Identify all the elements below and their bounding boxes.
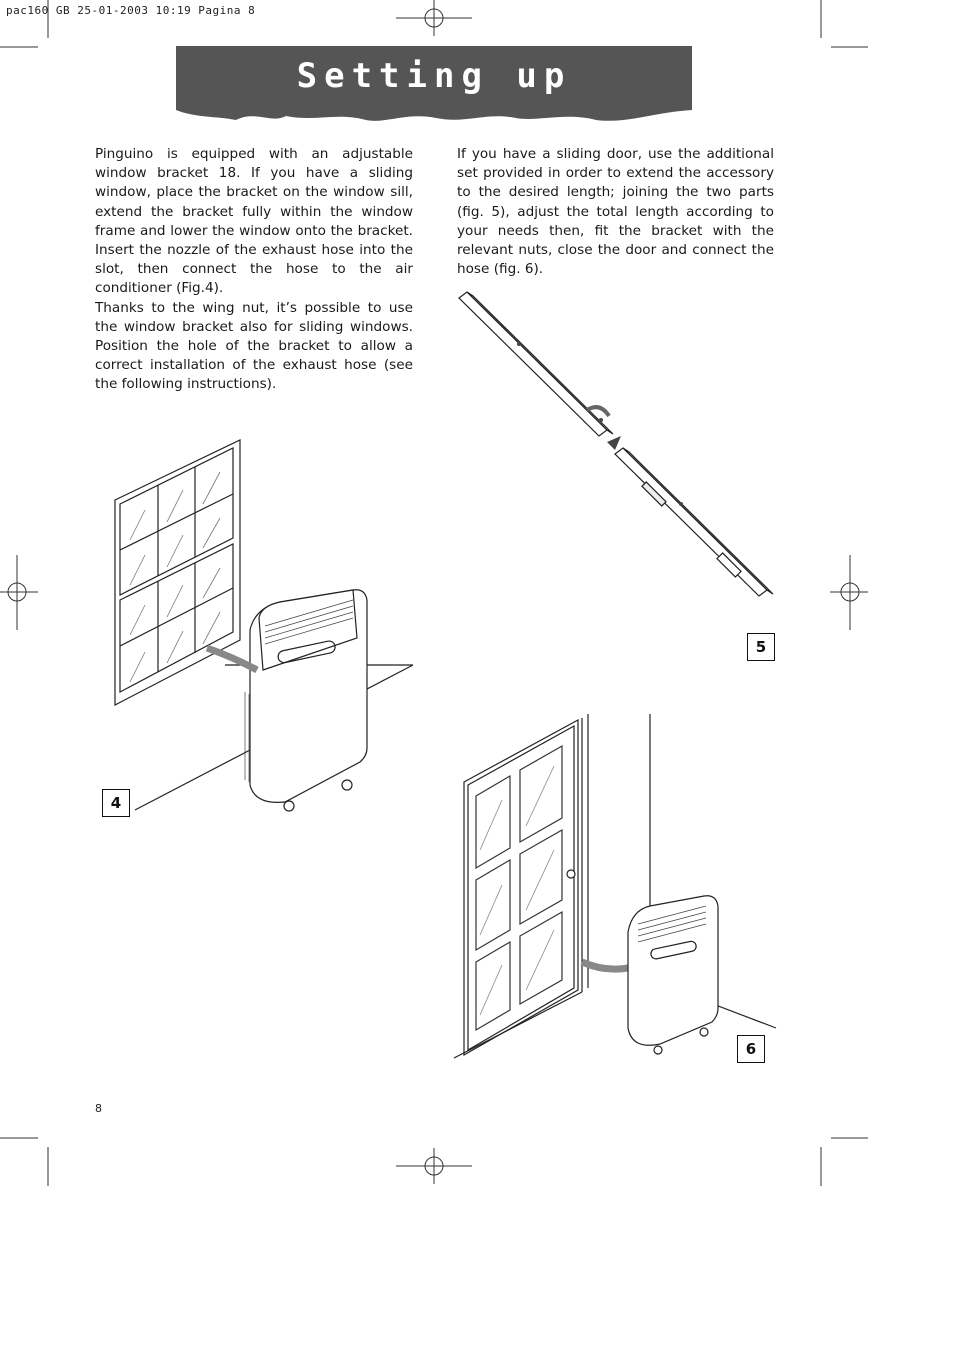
left-text-column [95,145,413,395]
figure-6-door-illustration [450,710,790,1080]
paragraph: If you have a sliding door, use the additional set provided in order to extend the accessory to the desired length; joining the two parts (fig. 5), adjust the total length according to your needs then, fit the bracket with the relevant nuts, close the door and connect the hose (fig. 6). [457,146,774,278]
right-text-column [457,145,774,279]
printer-slug: pac160 GB 25-01-2003 10:19 Pagina 8 [6,4,256,17]
figure-4-window-illustration [95,430,425,830]
figure-5-bracket-illustration [455,290,785,610]
figure-4-label: 4 [102,789,130,817]
paragraph: Pinguino is equipped with an adjustable window bracket 18. If you have a sliding window, place the bracket on the window sill, extend the bracket fully within the window frame and lower the window onto the bracket. Insert the nozzle of the exhaust hose into the slot, then connect the hose to the air conditioner (Fig.4). [95,146,413,297]
page-number: 8 [95,1102,102,1115]
figure-5-label: 5 [747,633,775,661]
page-title: Setting up [296,56,572,96]
figure-6-label: 6 [737,1035,765,1063]
paragraph: Thanks to the wing nut, it’s possible to use the window bracket also for sliding windows. Position the hole of the bracket to allow a correct installation of the exhaust hose (see the following instructions). [95,299,413,393]
